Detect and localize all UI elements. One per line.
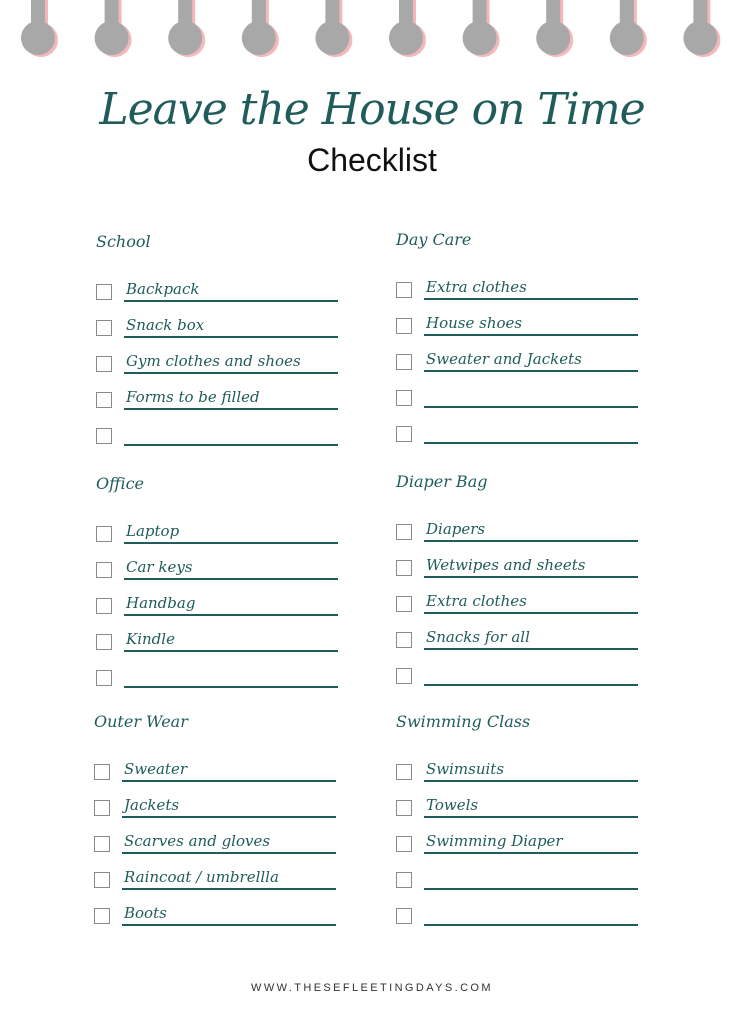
checkbox[interactable] (396, 560, 412, 576)
item-label[interactable]: Raincoat / umbrellla (122, 866, 336, 890)
checklist-item (396, 818, 646, 854)
item-label[interactable]: Snack box (124, 314, 338, 338)
checklist-item (94, 890, 344, 926)
checkbox[interactable] (396, 596, 412, 612)
checklist-item (96, 616, 346, 652)
checklist-item (96, 652, 346, 688)
item-label[interactable]: Gym clothes and shoes (124, 350, 338, 374)
checkbox[interactable] (396, 908, 412, 924)
checklist-item (396, 300, 646, 336)
item-label[interactable]: Jackets (122, 794, 336, 818)
checklist-item (396, 854, 646, 890)
item-label[interactable]: Towels (424, 794, 638, 818)
checkbox[interactable] (96, 526, 112, 542)
section-day-care (396, 230, 646, 444)
checkbox[interactable] (94, 872, 110, 888)
binding-ring (536, 0, 573, 57)
item-label[interactable]: Snacks for all (424, 626, 638, 650)
footer-website: WWW.THESEFLEETINGDAYS.COM (251, 982, 493, 994)
binding-ring (389, 0, 426, 57)
item-label[interactable] (124, 422, 338, 446)
checkbox[interactable] (396, 836, 412, 852)
item-label[interactable]: Scarves and gloves (122, 830, 336, 854)
item-label[interactable]: Sweater and Jackets (424, 348, 638, 372)
checkbox[interactable] (396, 764, 412, 780)
spiral-binding (0, 0, 744, 60)
checkbox[interactable] (396, 524, 412, 540)
checkbox[interactable] (396, 632, 412, 648)
item-label[interactable]: Extra clothes (424, 590, 638, 614)
item-label[interactable] (424, 384, 638, 408)
checkbox[interactable] (94, 836, 110, 852)
checklist-item (96, 266, 346, 302)
section-swimming-class (396, 712, 646, 926)
section-title: Swimming Class (396, 712, 531, 731)
checkbox[interactable] (96, 320, 112, 336)
binding-ring (610, 0, 647, 57)
section-title: Day Care (396, 230, 472, 249)
item-label[interactable]: Kindle (124, 628, 338, 652)
binding-ring (21, 0, 58, 57)
checklist-item (396, 782, 646, 818)
section-outer-wear (94, 712, 344, 926)
binding-ring (168, 0, 205, 57)
binding-ring (463, 0, 500, 57)
item-label[interactable]: Swimming Diaper (424, 830, 638, 854)
item-label[interactable]: Sweater (122, 758, 336, 782)
checklist-item (96, 580, 346, 616)
checkbox[interactable] (396, 668, 412, 684)
checkbox[interactable] (96, 392, 112, 408)
item-label[interactable]: Extra clothes (424, 276, 638, 300)
checklist-item (396, 746, 646, 782)
checklist-item (94, 818, 344, 854)
checkbox[interactable] (96, 428, 112, 444)
binding-ring (95, 0, 132, 57)
page-title: Leave the House on Time (99, 84, 645, 135)
item-label[interactable] (424, 662, 638, 686)
checklist-item (396, 264, 646, 300)
checklist-item (96, 544, 346, 580)
checkbox[interactable] (396, 426, 412, 442)
item-label[interactable]: Wetwipes and sheets (424, 554, 638, 578)
item-label[interactable] (424, 902, 638, 926)
item-label[interactable]: Car keys (124, 556, 338, 580)
section-title: School (96, 232, 151, 251)
checklist-item (396, 890, 646, 926)
section-title: Outer Wear (94, 712, 188, 731)
checkbox[interactable] (96, 598, 112, 614)
checkbox[interactable] (396, 800, 412, 816)
item-label[interactable]: Forms to be filled (124, 386, 338, 410)
section-title: Diaper Bag (396, 472, 488, 491)
checkbox[interactable] (96, 634, 112, 650)
item-label[interactable] (424, 866, 638, 890)
checklist-item (396, 372, 646, 408)
checklist-item (396, 614, 646, 650)
checklist-item (94, 782, 344, 818)
section-diaper-bag (396, 472, 646, 686)
checkbox[interactable] (396, 282, 412, 298)
checklist-item (96, 410, 346, 446)
checklist-item (396, 542, 646, 578)
binding-ring (315, 0, 352, 57)
binding-ring (242, 0, 279, 57)
item-label[interactable] (124, 664, 338, 688)
checklist-item (396, 336, 646, 372)
page-subtitle: Checklist (307, 142, 437, 178)
checkbox[interactable] (396, 318, 412, 334)
checklist-item (96, 508, 346, 544)
section-title: Office (96, 474, 144, 493)
checkbox[interactable] (94, 800, 110, 816)
checkbox[interactable] (396, 390, 412, 406)
item-label[interactable] (424, 420, 638, 444)
checkbox[interactable] (96, 284, 112, 300)
checkbox[interactable] (396, 354, 412, 370)
item-label[interactable]: Backpack (124, 278, 338, 302)
checklist-item (396, 578, 646, 614)
section-school (96, 232, 346, 446)
checklist-item (94, 746, 344, 782)
checkbox[interactable] (96, 562, 112, 578)
section-office (96, 474, 346, 688)
checklist-item (96, 302, 346, 338)
checkbox[interactable] (94, 908, 110, 924)
binding-ring (683, 0, 720, 57)
checkbox[interactable] (96, 356, 112, 372)
checkbox[interactable] (94, 764, 110, 780)
item-label[interactable]: Handbag (124, 592, 338, 616)
checklist-item (396, 650, 646, 686)
item-label[interactable]: House shoes (424, 312, 638, 336)
item-label[interactable]: Swimsuits (424, 758, 638, 782)
item-label[interactable]: Laptop (124, 520, 338, 544)
checklist-item (96, 374, 346, 410)
item-label[interactable]: Boots (122, 902, 336, 926)
checklist-item (96, 338, 346, 374)
checklist-item (396, 506, 646, 542)
checkbox[interactable] (396, 872, 412, 888)
item-label[interactable]: Diapers (424, 518, 638, 542)
checklist-item (396, 408, 646, 444)
checkbox[interactable] (96, 670, 112, 686)
checklist-item (94, 854, 344, 890)
